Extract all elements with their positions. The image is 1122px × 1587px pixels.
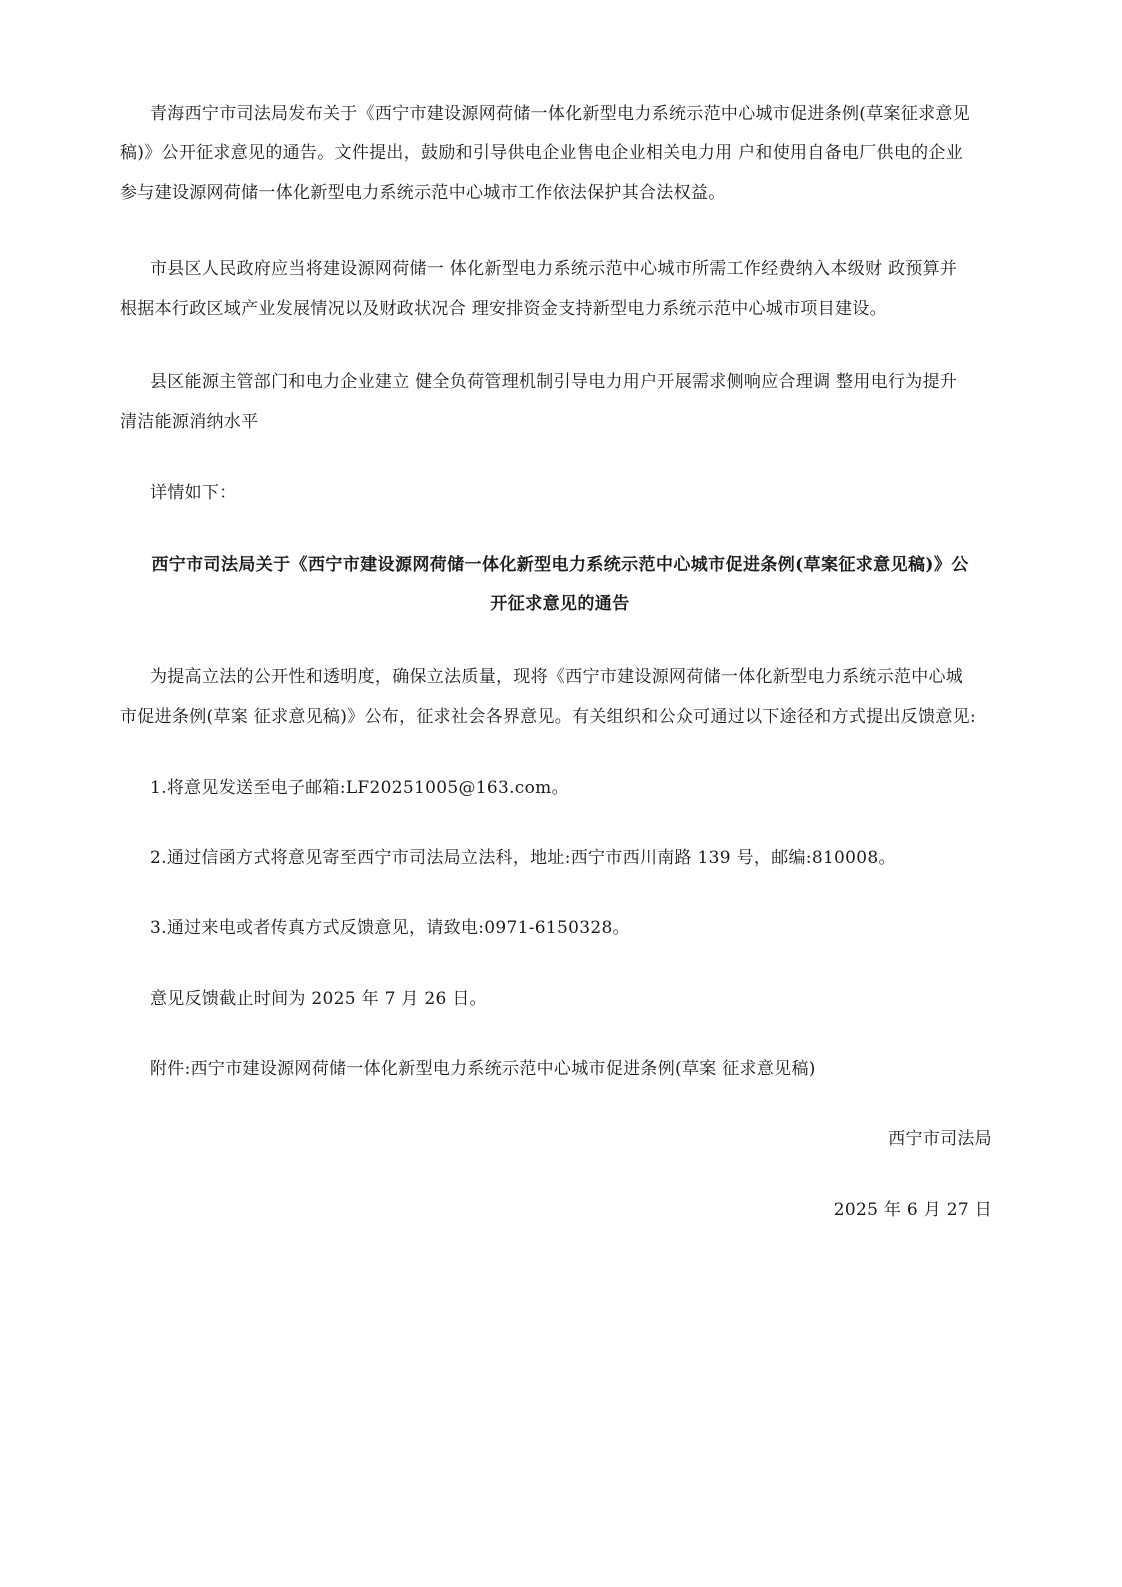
notice-body-line-1: 为提高立法的公开性和透明度，确保立法质量，现将《西宁市建设源网荷储一体化新型电力系统示范中心城 — [150, 667, 964, 687]
notice-title-line-2: 开征求意见的通告 — [490, 594, 630, 614]
notice-body-line-2: 市促进条例(草案 征求意见稿)》公布，征求社会各界意见。有关组织和公众可通过以下途径和方式提出反馈意见: — [120, 707, 976, 727]
intro-paragraph-1-line-3: 参与建设源网荷储一体化新型电力系统示范中心城市工作依法保护其合法权益。 — [120, 183, 726, 203]
attachment-line: 附件:西宁市建设源网荷储一体化新型电力系统示范中心城市促进条例(草案 征求意见稿) — [150, 1059, 816, 1079]
intro-paragraph-3-line-2: 清洁能源消纳水平 — [120, 412, 259, 432]
signature-issuer: 西宁市司法局 — [888, 1129, 992, 1149]
feedback-item-email: 1.将意见发送至电子邮箱:LF20251005@163.com。 — [150, 778, 569, 798]
intro-paragraph-1-line-1: 青海西宁市司法局发布关于《西宁市建设源网荷储一体化新型电力系统示范中心城市促进条例(草案征求意见 — [150, 104, 971, 124]
intro-paragraph-2-line-1: 市县区人民政府应当将建设源网荷储一 体化新型电力系统示范中心城市所需工作经费纳入本级财 政预算并 — [150, 259, 958, 279]
intro-paragraph-1-line-2: 稿)》公开征求意见的通告。文件提出，鼓励和引导供电企业售电企业相关电力用 户和使用自备电厂供电的企业 — [120, 143, 964, 163]
intro-paragraph-3-line-1: 县区能源主管部门和电力企业建立 健全负荷管理机制引导电力用户开展需求侧响应合理调 整用电行为提升 — [150, 372, 958, 392]
notice-title-line-1: 西宁市司法局关于《西宁市建设源网荷储一体化新型电力系统示范中心城市促进条例(草案征求意见稿)》公 — [151, 555, 969, 575]
intro-paragraph-2-line-2: 根据本行政区域产业发展情况以及财政状况合 理安排资金支持新型电力系统示范中心城市项目建设。 — [120, 299, 887, 319]
signature-date: 2025 年 6 月 27 日 — [833, 1200, 992, 1220]
feedback-deadline: 意见反馈截止时间为 2025 年 7 月 26 日。 — [150, 989, 487, 1009]
feedback-item-phone: 3.通过来电或者传真方式反馈意见，请致电:0971-6150328。 — [150, 918, 630, 938]
feedback-item-mail: 2.通过信函方式将意见寄至西宁市司法局立法科，地址:西宁市西川南路 139 号，邮编:810008。 — [150, 848, 896, 868]
details-intro: 详情如下： — [150, 483, 237, 503]
